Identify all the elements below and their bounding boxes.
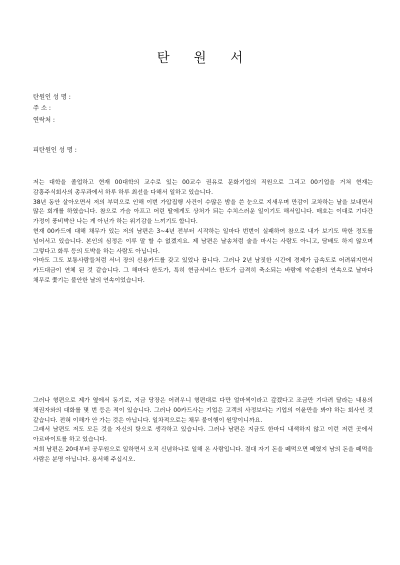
body-paragraph: 그러나 형편으로 제가 옆에서 동기로, 지금 당장은 어려우니 형편대로 다만 얼마씩이라고 갚겠다고 조금만 기다려 달라는 내용의 채권자와의 대화를 몇 번 등은 적이 있습니다. 그러나 00카드사는 기업은 고객의 사정보다는 기업의 이윤만을 봐야 하는 회사인 것 같습니다. 전혀 이해가 안 가는 것은 아닙니다. 일차적으로는 채무 불이행이 원망이니까요.: [33, 398, 373, 424]
petitioner-contact-label: 연락처 :: [33, 117, 55, 124]
defendant-name-label: 피탄원인 성 명 :: [33, 147, 77, 154]
petitioner-name-label: 탄원인 성 명 :: [33, 94, 71, 101]
body-paragraph: 저는 대학을 졸업하고 현재 00대학의 교수로 있는 00교수 권유로 문화기업의 직원으로 그리고 00기업을 거쳐 현재는 감흥주식회사의 총무과에서 하루 하루 최선을 다해서 일하고 있습니다.: [33, 180, 373, 196]
body-paragraph: 현재 00카드에 대해 채무가 있는 저의 남편은 3~4년 전부터 시작하는 일마다 번번이 실패하여 참으로 내가 보기도 딱한 정도를 넘어서고 있습니다. 본인의 심정은 이루 말 할 수 없겠지요. 제 남편은 날송처럼 술을 마시는 사람도 아니고, 담배도 하지 않으며 그렇다고 화투 등의 도박을 하는 사람도 아닙니다.: [33, 228, 373, 255]
petition-body-part-1: [33, 179, 373, 287]
petitioner-address-label: 주 소 :: [33, 105, 51, 112]
body-paragraph: 38년 동안 살아오면서 저의 부덕으로 인해 이번 가압집행 사건이 수많은 밤을 쓴 눈으로 지새우며 만감이 교차하는 날을 보내면서 많은 회개를 하였습니다. 참으로 가슴 아프고 어린 딸에게도 상처가 되는 수치스러운 일이기도 해서입니다. 매호는 이대로 기다간 가정이 풍비박산 나는 게 아닌가 하는 위기감을 느끼기도 합니다.: [33, 199, 373, 226]
body-paragraph: 아마도 그도 보통사람들처럼 서너 장의 신용카드를 갖고 있었나 봅니다. 그러나 2년 남짓한 시간에 경제가 급속도로 어려워지면서 카드대금이 연체 된 것 같습니다. 그 해마다 한도가, 특히 현금서비스 한도가 급격히 축소되는 바람에 악순환의 연속으로 날마다 채무로 쫓기는 불안한 날의 연속이었습니다.: [33, 258, 373, 284]
body-paragraph: 저희 남편은 20대부터 공무원으로 일하면서 오직 신념하나로 일해 온 사람입니다. 결대 자기 돈을 떼먹으면 떼였지 남의 돈을 떼먹을 사람은 분명 아닙니다. 용서해 주십시오.: [33, 446, 373, 463]
body-paragraph: 그래서 남편도 저도 모든 것을 자신의 탓으로 생각하고 있습니다. 그러나 남편은 지금도 한마디 내색하지 않고 이런 저런 곳에서 아르바이트를 하고 있습니다.: [33, 427, 373, 444]
document-title: 탄 원 서: [157, 51, 253, 66]
petition-body-part-2: [33, 397, 373, 466]
